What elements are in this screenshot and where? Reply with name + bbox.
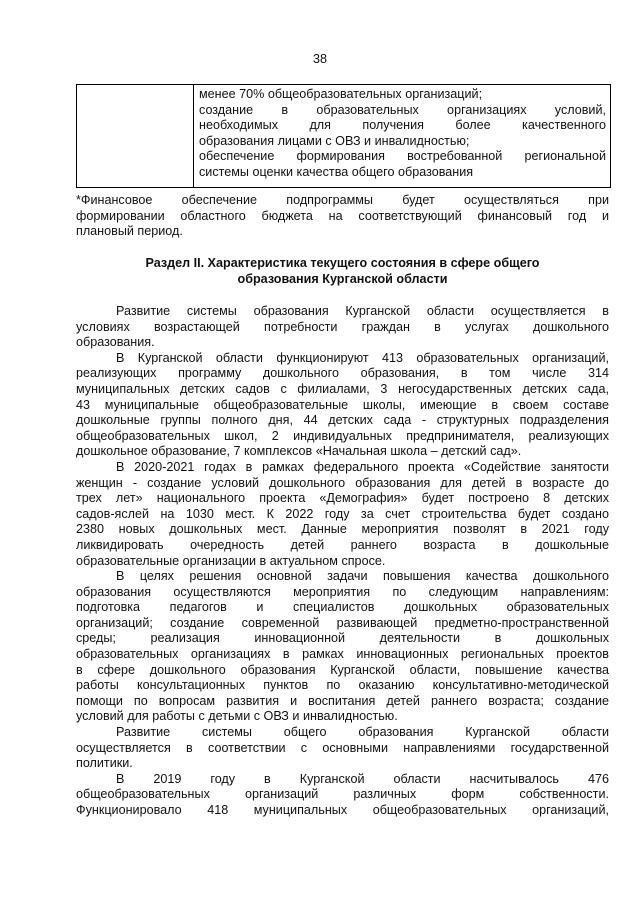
body-text: [76, 304, 609, 819]
table-left-cell: [77, 85, 194, 187]
paragraph: [76, 772, 609, 819]
paragraph-line: условий для работы с детьми с ОВЗ и инвалидностью.: [76, 709, 398, 724]
paragraph-line: политики.: [76, 756, 133, 771]
table-right-cell: [194, 85, 610, 187]
paragraph-line: Развитие системы образования Курганской области осуществляется в: [116, 304, 609, 318]
goals-table: [76, 84, 611, 188]
paragraph-line: Функционировало 418 муниципальных общеобразовательных организаций,: [76, 803, 609, 817]
paragraph-line: В Курганской области функционируют 413 образовательных организаций,: [116, 350, 609, 365]
paragraph-line: трех лет» национального проекта «Демография» будет построено 8 детских: [76, 491, 609, 506]
paragraph-line: дошкольные группы полного дня, 44 детских сада - структурных подразделения: [76, 413, 609, 428]
paragraph-line: образования осуществляются мероприятия по следующим направлениям:: [76, 584, 609, 599]
paragraph-line: условиях возрастающей потребности граждан в услугах дошкольного: [76, 319, 609, 334]
paragraph-line: образования.: [76, 335, 155, 350]
table-line: системы оценки качества общего образования: [199, 164, 474, 179]
table-line: обеспечение формирования востребованной региональной: [199, 149, 606, 164]
paragraph: [76, 304, 609, 351]
paragraph-line: 43 муниципальные общеобразовательные школы, имеющие в своем составе: [76, 397, 609, 412]
paragraph-line: общеобразовательных школ, 2 индивидуальных предпринимателя, реализующих: [76, 428, 609, 443]
paragraph-line: среды; реализация инновационной деятельности в дошкольных: [76, 631, 609, 646]
paragraph-line: ликвидировать очередность детей раннего возраста в дошкольные: [76, 537, 609, 552]
section-title-line: образования Курганской области: [237, 271, 448, 286]
paragraph-line: образовательных организациях в рамках инновационных региональных проектов: [76, 647, 609, 662]
paragraph-line: В 2019 году в Курганской области насчитывалось 476: [116, 771, 609, 786]
paragraph: [76, 569, 609, 725]
paragraph-line: Развитие системы общего образования Курганской области: [116, 725, 609, 740]
paragraph-line: осуществляется в соответствии с основными направлениями государственной: [76, 740, 609, 755]
paragraph-line: В целях решения основной задачи повышения качества дошкольного: [116, 569, 609, 584]
paragraph-line: общеобразовательных организаций различных форм собственности.: [76, 787, 609, 802]
footnote-line: *Финансовое обеспечение подпрограммы будет осуществляться при: [76, 193, 609, 207]
paragraph: [76, 725, 609, 772]
footnote-line: формировании областного бюджета на соответствующий финансовый год и: [76, 208, 609, 223]
paragraph: [76, 351, 609, 460]
paragraph-line: реализующих программу дошкольного образования, в том числе 314: [76, 366, 609, 381]
paragraph-line: дошкольное образование, 7 комплексов «Начальная школа – детский сад».: [76, 444, 522, 459]
paragraph-line: организаций; создание современной развивающей предметно-пространственной: [76, 615, 609, 630]
paragraph-line: В 2020-2021 годах в рамках федерального проекта «Содействие занятости: [116, 459, 609, 474]
paragraph-line: 2380 новых дошкольных мест. Данные мероприятия позволят в 2021 году: [76, 522, 609, 537]
table-line: необходимых для получения более качественного: [199, 118, 606, 133]
paragraph-line: образовательные организации в актуальном спросе.: [76, 553, 386, 568]
paragraph-line: в сфере дошкольного образования Курганской области, повышение качества: [76, 662, 609, 677]
paragraph-line: работы консультационных пунктов по оказанию консультативно-методической: [76, 678, 609, 693]
table-line: создание в образовательных организациях условий,: [199, 102, 606, 117]
paragraph: [76, 460, 609, 569]
paragraph-line: муниципальных детских садов с филиалами, 3 негосударственных детских сада,: [76, 381, 609, 396]
table-line: менее 70% общеобразовательных организаций;: [199, 87, 483, 101]
footnote-line: плановый период.: [76, 224, 183, 239]
paragraph-line: подготовка педагогов и специалистов дошкольных образовательных: [76, 600, 609, 615]
table-line: образования лицами с ОВЗ и инвалидностью;: [199, 133, 470, 148]
section-title-line: Раздел II. Характеристика текущего состояния в сфере общего: [145, 256, 540, 270]
page-number: 38: [312, 52, 327, 66]
paragraph-line: помощи по вопросам развития и воспитания детей раннего возраста; создание: [76, 693, 609, 708]
paragraph-line: садов-яслей на 1030 мест. К 2022 году за счет строительства будет создано: [76, 506, 609, 521]
section-title: [76, 256, 609, 287]
paragraph-line: женщин - создание условий дошкольного образования для детей в возрасте до: [76, 475, 609, 490]
footnote: [76, 193, 609, 240]
